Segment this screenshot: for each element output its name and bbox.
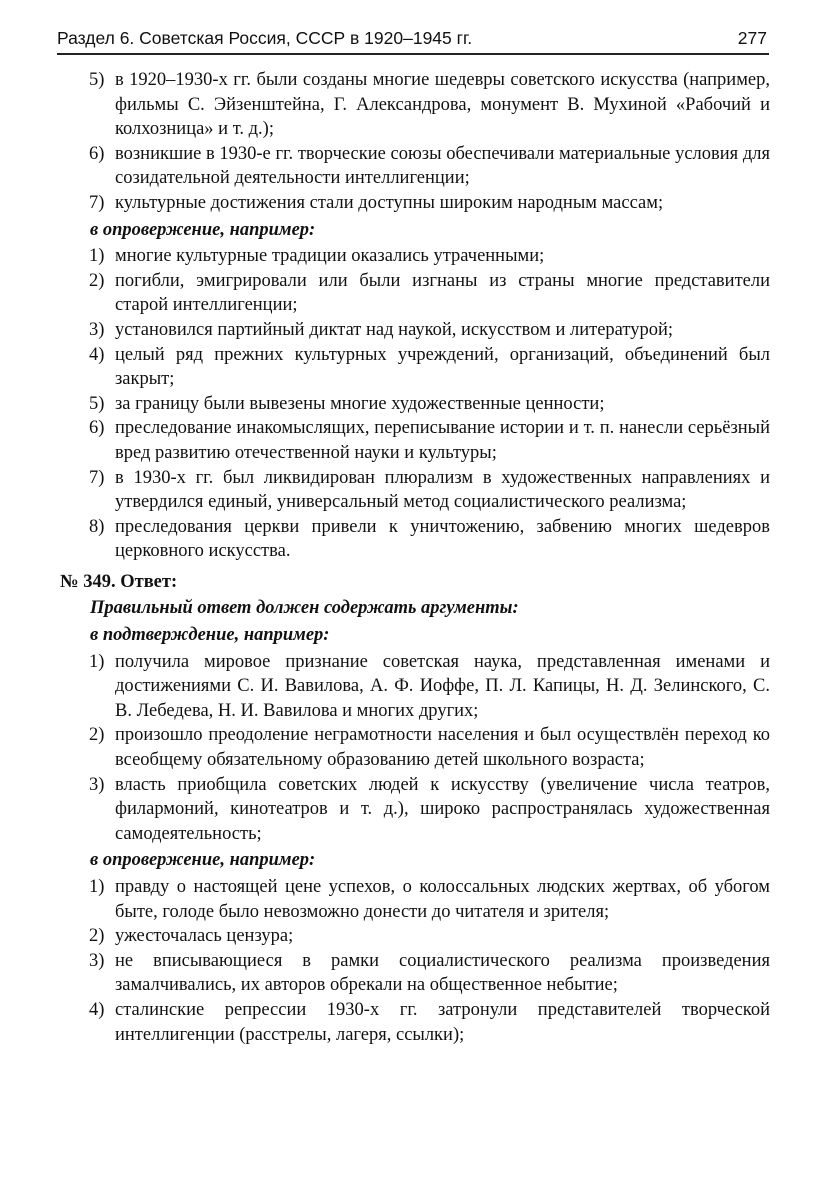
- refute-list-2: [60, 875, 770, 1047]
- list-item: 5) в 1920–1930-х гг. были созданы многие шедевры советского искусства (например, фильмы С. Эйзенштейна, Г. Александрова, монумент В. Мухиной «Рабочий и колхозница» и т. д.);: [89, 70, 770, 140]
- confirm-list: [60, 650, 770, 847]
- list-item: 3) установился партийный диктат над наукой, искусством и литературой;: [89, 319, 674, 340]
- list-item: 1) многие культурные традиции оказались утраченными;: [89, 246, 545, 267]
- list-item: 1) правду о настоящей цене успехов, о колоссальных людских жертвах, об убогом быте, голоде было невозможно донести до читателя и зрителя;: [89, 877, 770, 922]
- list-item: 7) в 1930-х гг. был ликвидирован плюрализм в художественных направлениях и утвердился единый, универсальный метод социалистического реализма;: [89, 467, 770, 513]
- refute-list: [60, 244, 770, 564]
- list-item: 1) получила мировое признание советская наука, представленная именами и достижениями С. И. Вавилова, А. Ф. Иоффе, П. Л. Капицы, Н. Д. Зелинского, С. В. Лебедева, Н. И. Вавилова и многих других;: [89, 651, 770, 721]
- list-item: 6) преследование инакомыслящих, переписывание истории и т. п. нанесли серьёзный вред развитию отечественной науки и культуры;: [89, 418, 770, 463]
- list-item: 2) погибли, эмигрировали или были изгнаны из страны многие представители старой интеллигенции;: [89, 270, 770, 316]
- list-item: 3) власть приобщила советских людей к искусству (увеличение числа театров, филармоний, кинотеатров и т. д.), широко распространялась художественная самодеятельность;: [89, 774, 770, 844]
- list-item: 2) произошло преодоление неграмотности населения и был осуществлён переход ко всеобщему обязательному образованию детей школьного возраста;: [89, 725, 770, 771]
- answer-title: № 349. Ответ:: [60, 571, 178, 592]
- page-content: [60, 68, 770, 1047]
- confirm-heading: в подтверждение, например:: [90, 625, 330, 646]
- list-item: 4) сталинские репрессии 1930-х гг. затронули представителей творческой интеллигенции (расстрелы, лагеря, ссылки);: [89, 999, 770, 1045]
- list-item: 6) возникшие в 1930-е гг. творческие союзы обеспечивали материальные условия для созидательной деятельности интеллигенции;: [89, 143, 770, 189]
- list-item: 3) не вписывающиеся в рамки социалистического реализма произведения замалчивались, их авторов обрекали на общественное небытие;: [89, 950, 770, 996]
- refute-heading: в опровержение, например:: [90, 219, 316, 240]
- running-head: [57, 27, 769, 55]
- list-item: 5) за границу были вывезены многие художественные ценности;: [89, 393, 605, 414]
- list-item: 4) целый ряд прежних культурных учреждений, организаций, объединений был закрыт;: [89, 344, 770, 390]
- section-title: Раздел 6. Советская Россия, СССР в 1920–1945 гг.: [57, 28, 473, 48]
- answer-intro: Правильный ответ должен содержать аргументы:: [90, 598, 519, 619]
- refute-heading-2: в опровержение, например:: [90, 850, 316, 871]
- list-item: 7) культурные достижения стали доступны широким народным массам;: [89, 192, 664, 213]
- continued-list: [60, 68, 770, 216]
- page-number: 277: [737, 28, 767, 48]
- list-item: 8) преследования церкви привели к уничтожению, забвению многих шедевров церковного искусства.: [89, 516, 770, 562]
- list-item: 2) ужесточалась цензура;: [89, 926, 294, 947]
